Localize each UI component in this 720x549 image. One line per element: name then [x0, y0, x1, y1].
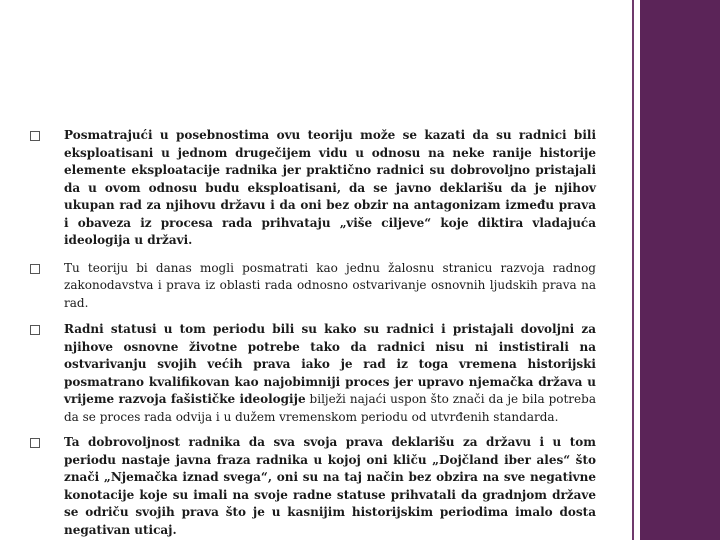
bullet-item-3 [30, 321, 596, 426]
bullet-text-3-bold: Radni statusi u tom periodu bili su kako su radnici i pristajali dovoljni za njihove osnovne životne potrebe tako da radnici nisu ni instistirali na ostvarivanju svojih većih prava iako je rad iz toga vremena historijski posmatrano kvalifikovan kao najobimniji proces jer upravo njemačka država u vrijeme razvoja fašističke ideologije [64, 322, 596, 406]
bullet-text-3 [64, 321, 596, 426]
slide-content [30, 127, 596, 549]
checkbox-square-icon [30, 264, 40, 274]
bullet-item-1 [30, 127, 596, 250]
checkbox-square-icon [30, 325, 40, 335]
sidebar-divider-line [632, 0, 634, 540]
bullet-text-1: Posmatrajući u posebnostima ovu teoriju može se kazati da su radnici bili eksploatisani u jednom drugečijem vidu u odnosu na neke ranije historije elemente eksploatacije radnika jer praktično radnici su dobrovoljno pristajali da u ovom odnosu budu eksploatisani, da se javno deklarišu da je njihov ukupan rad za njihovu državu i da oni bez obzir na antagonizam između prava i obaveza iz procesa rada prihvataju „više ciljeve“ koje diktira vladajuća ideologija u državi. [64, 128, 596, 247]
bullet-item-2 [30, 260, 596, 313]
checkbox-square-icon [30, 131, 40, 141]
decorative-sidebar [640, 0, 720, 540]
bullet-item-4 [30, 434, 596, 539]
bullet-text-4: Ta dobrovoljnost radnika da sva svoja prava deklarišu za državu i u tom periodu nastaje javna fraza radnika u kojoj oni kliču „Dojčland iber ales“ što znači „Njemačka iznad svega“, oni su na taj način bez obzira na sve negativne konotacije koje su imali na svoje radne statuse prihvatali da gradnjom države se odriču svojih prava što je u kasnijim historijskim periodima imalo dosta negativan uticaj. [64, 435, 596, 537]
bullet-text-2: Tu teoriju bi danas mogli posmatrati kao jednu žalosnu stranicu razvoja radnog zakonodavstva i prava iz oblasti rada odnosno ostvarivanje osnovnih ljudskih prava na rad. [64, 260, 596, 310]
bullet-text-3-normal: bilježi najaći uspon što znači da je bila potreba da se proces rada odvija i u dužem vremenskom periodu od utvrđenih standarda. [64, 392, 596, 424]
checkbox-square-icon [30, 438, 40, 448]
